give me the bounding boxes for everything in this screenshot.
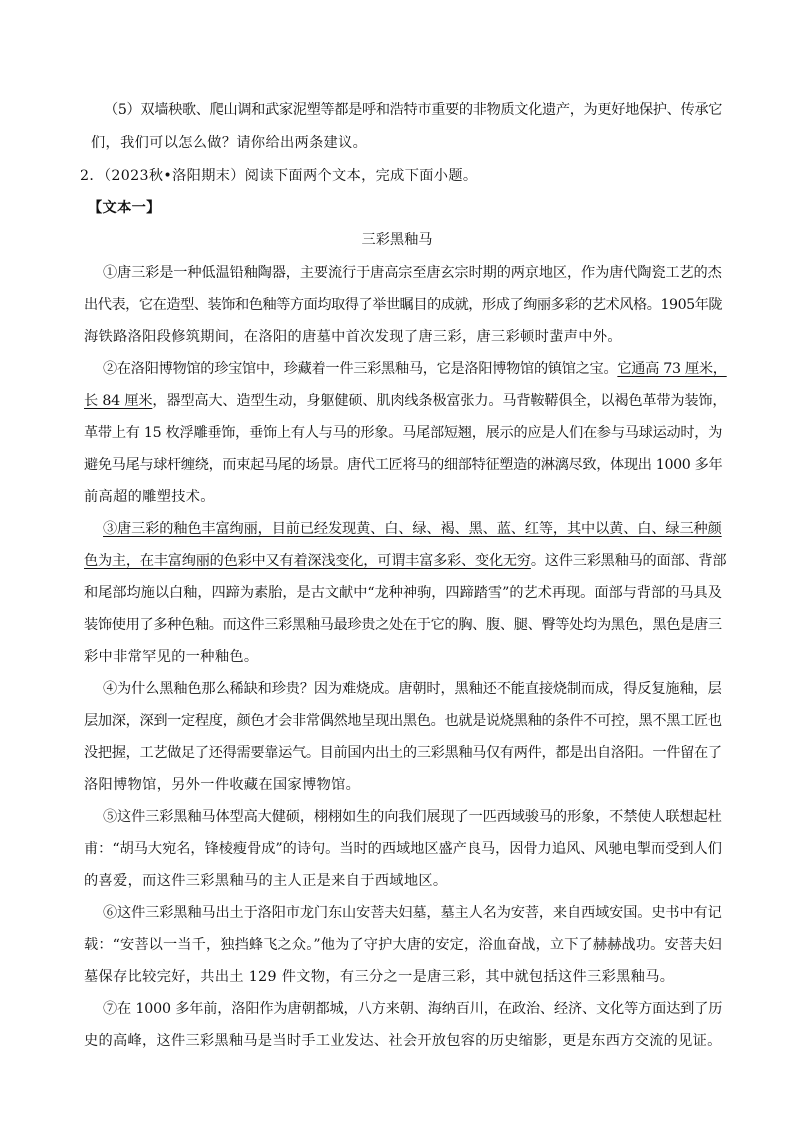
p5-line-3: 的喜爱，而这件三彩黑釉马的主人正是来自于西域地区。	[84, 873, 448, 889]
p2-line-3: 革带上有 15 枚浮雕垂饰，垂饰上有人与马的形象。马尾部短翘，展示的应是人们在参与马球运动时，为	[84, 425, 723, 441]
p3-line-2-underlined: 色为主，在丰富绚丽的色彩中又有着深浅变化，可谓丰富多彩、变化无穷	[84, 553, 531, 569]
p1-line-1: ①唐三彩是一种低温铅釉陶器，主要流行于唐高宗至唐玄宗时期的两京地区，作为唐代陶瓷工艺的杰	[103, 265, 722, 281]
p3-line-4: 装饰使用了多种色釉。而这件三彩黑釉马最珍贵之处在于它的胸、腹、腿、臀等处均为黑色，黑色是唐三	[84, 617, 722, 633]
p2-line-2	[84, 391, 726, 411]
p1-line-3: 海铁路洛阳段修筑期间，在洛阳的唐墓中首次发现了唐三彩，唐三彩顿时蜚声中外。	[84, 329, 622, 345]
p4-line-2: 层加深，深到一定程度，颜色才会非常偶然地呈现出黑色。也就是说烧黑釉的条件不可控，黑不黑工匠也	[84, 713, 722, 729]
p5-line-1: ⑤这件三彩黑釉马体型高大健硕，栩栩如生的向我们展现了一匹西域骏马的形象，不禁使人联想起杜	[103, 809, 722, 825]
question-5-line-1: （5）双墙秧歌、爬山调和武家泥塑等都是呼和浩特市重要的非物质文化遗产，为更好地保护、传承它	[104, 102, 723, 118]
p2-line-2-plain: ，器型高大、造型生动，身躯健硕、肌肉线条极富张力。马背鞍鞯俱全，以褐色革带为装饰，	[152, 393, 727, 409]
p4-line-4: 洛阳博物馆，另外一件收藏在国家博物馆。	[84, 777, 361, 793]
p6-line-1: ⑥这件三彩黑釉马出土于洛阳市龙门东山安菩夫妇墓，墓主人名为安菩，来自西域安国。史书中有记	[103, 905, 722, 921]
p6-line-2: 载：“安菩以一当千，独挡蜂飞之众。”他为了守护大唐的安定，浴血奋战，立下了赫赫战功。安菩夫妇	[84, 937, 722, 953]
p4-line-3: 没把握，工艺做足了还得需要靠运气。目前国内出土的三彩黑釉马仅有两件，都是出自洛阳。一件留在了	[84, 745, 722, 761]
p5-line-2: 甫：“胡马大宛名，锋棱瘦骨成”的诗句。当时的西域地区盛产良马，因骨力追风、风驰电掣而受到人们	[84, 841, 722, 857]
p6-line-3: 墓保存比较完好，共出土 129 件文物，有三分之一是唐三彩，其中就包括这件三彩黑釉马。	[84, 969, 675, 985]
p3-line-2	[84, 551, 726, 571]
p2-line-1	[103, 359, 727, 379]
question-2-line: 2．（2023秋•洛阳期末）阅读下面两个文本，完成下面小题。	[80, 168, 478, 184]
p3-line-3: 和尾部均施以白釉，四蹄为素胎，是古文献中“龙种神驹，四蹄踏雪”的艺术再现。面部与背部的马具及	[84, 585, 722, 601]
p3-line-5: 彩中非常罕见的一种釉色。	[84, 649, 259, 665]
p1-line-2: 出代表，它在造型、装饰和色釉等方面均取得了举世瞩目的成就，形成了绚丽多彩的艺术风格。1905年陇	[84, 297, 723, 313]
p2-underlined-height: 它通高 73 厘米，	[617, 361, 727, 377]
article-title: 三彩黑釉马	[361, 232, 433, 248]
p2-line-5: 前高超的雕塑技术。	[84, 489, 215, 505]
p2-line-1-plain: ②在洛阳博物馆的珍宝馆中，珍藏着一件三彩黑釉马，它是洛阳博物馆的镇馆之宝。	[103, 361, 618, 377]
text-one-label: 【文本一】	[88, 200, 161, 216]
question-5-line-2: 们，我们可以怎么做？请你给出两条建议。	[91, 135, 368, 151]
p3-line-1-underlined: ③唐三彩的釉色丰富绚丽，目前已经发现黄、白、绿、褐、黑、蓝、红等，其中以黄、白、绿三种颜	[103, 521, 722, 537]
p2-line-4: 避免马尾与球杆缠绕，而束起马尾的场景。唐代工匠将马的细部特征塑造的淋漓尽致，体现出 1000 多年	[84, 457, 723, 473]
p4-line-1: ④为什么黑釉色那么稀缺和珍贵？因为难烧成。唐朝时，黑釉还不能直接烧制而成，得反复施釉，层	[103, 681, 722, 697]
p3-line-2-plain: 。这件三彩黑釉马的面部、背部	[530, 553, 727, 569]
p7-line-2: 史的高峰，这件三彩黑釉马是当时手工业发达、社会开放包容的历史缩影，更是东西方交流的见证。	[84, 1033, 722, 1049]
p7-line-1: ⑦在 1000 多年前，洛阳作为唐朝都城，八方来朝、海纳百川，在政治、经济、文化等方面达到了历	[103, 1001, 723, 1017]
p2-underlined-length: 长 84 厘米	[84, 393, 153, 409]
